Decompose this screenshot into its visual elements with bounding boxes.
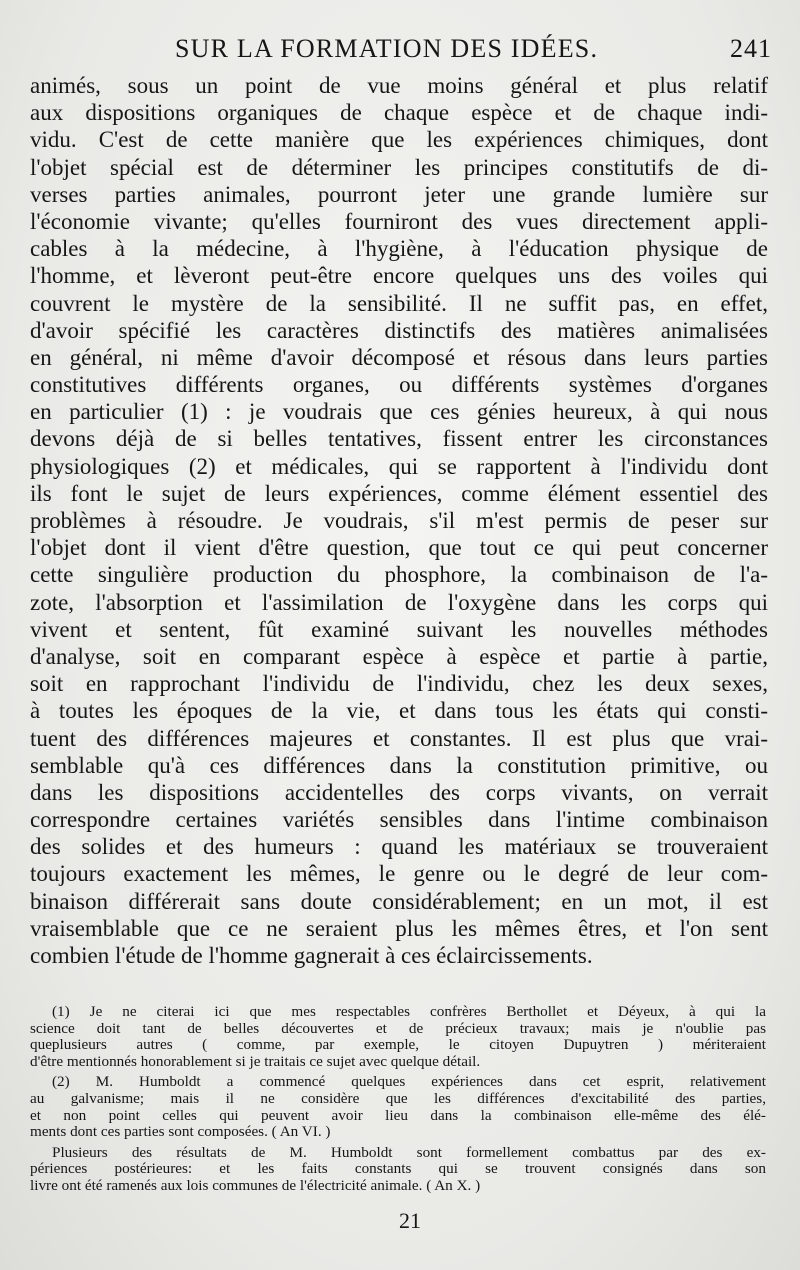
text-line: combien l'étude de l'homme gagnerait à ces éclaircissements. bbox=[30, 943, 593, 968]
footnote-line: (2) M. Humboldt a commencé quelques expériences dans cet esprit, relativement bbox=[52, 1074, 766, 1091]
footnote-line: (1) Je ne citerai ici que mes respectables confrères Berthollet et Déyeux, à qui la bbox=[52, 1004, 766, 1020]
main-text bbox=[30, 72, 768, 969]
text-line: vidu. C'est de cette manière que les expériences chimiques, dont bbox=[30, 127, 768, 153]
footnote-line: au galvanisme; mais il ne considère que les différences d'excitabilité des parties, bbox=[30, 1090, 766, 1107]
signature-mark: 21 bbox=[399, 1208, 421, 1233]
text-line: aux dispositions organiques de chaque espèce et de chaque indi- bbox=[30, 100, 768, 126]
text-line: binaison différerait sans doute considérablement; en un mot, il est bbox=[30, 888, 768, 914]
text-line: constitutives différents organes, ou différents systèmes d'organes bbox=[30, 372, 768, 398]
text-line: d'avoir spécifié les caractères distinctifs des matières animalisées bbox=[30, 317, 768, 343]
footnote-line: queplusieurs autres ( comme, par exemple, le citoyen Dupuytren ) mériteraient bbox=[30, 1037, 766, 1054]
text-line: correspondre certaines variétés sensibles dans l'intime combinaison bbox=[30, 807, 768, 833]
text-line: cette singulière production du phosphore, la combinaison de l'a- bbox=[30, 562, 768, 588]
footnote-line: et non point celles qui peuvent avoir lieu dans la combinaison elle-même des élé- bbox=[30, 1107, 766, 1124]
text-line: en particulier (1) : je voudrais que ces génies heureux, à qui nous bbox=[30, 399, 768, 425]
page-header bbox=[175, 34, 772, 68]
text-line: l'homme, et lèveront peut-être encore quelques uns des voiles qui bbox=[30, 263, 768, 289]
text-line: verses parties animales, pourront jeter une grande lumière sur bbox=[30, 181, 768, 207]
text-line: animés, sous un point de vue moins général et plus relatif bbox=[30, 73, 768, 98]
text-line: devons déjà de si belles tentatives, fissent entrer les circonstances bbox=[30, 426, 768, 452]
text-line: vraisemblable que ce ne seraient plus les mêmes êtres, et l'on sent bbox=[30, 915, 768, 941]
footnote-line: périences postérieures: et les faits constants qui se trouvent consignés dans son bbox=[30, 1161, 766, 1178]
text-line: soit en rapprochant l'individu de l'individu, chez les deux sexes, bbox=[30, 671, 768, 697]
text-line: couvrent le mystère de la sensibilité. Il ne suffit pas, en effet, bbox=[30, 290, 768, 316]
text-line: d'analyse, soit en comparant espèce à espèce et partie à partie, bbox=[30, 643, 768, 669]
text-line: dans les dispositions accidentelles des corps vivants, on verrait bbox=[30, 779, 768, 805]
text-line: vivent et sentent, fût examiné suivant les nouvelles méthodes bbox=[30, 616, 768, 642]
running-title: SUR LA FORMATION DES IDÉES. bbox=[175, 34, 599, 63]
text-line: toujours exactement les mêmes, le genre ou le degré de leur com- bbox=[30, 861, 768, 887]
footnote-line: ments dont ces parties sont composées. ( An VI. ) bbox=[30, 1124, 331, 1141]
footnote-line: livre ont été ramenés aux lois communes de l'électricité animale. ( An X. ) bbox=[30, 1177, 481, 1194]
text-line: ils font le sujet de leurs expériences, comme élément essentiel des bbox=[30, 480, 768, 506]
footnote-line: d'être mentionnés honorablement si je traitais ce sujet avec quelque détail. bbox=[30, 1053, 481, 1070]
footnote bbox=[30, 1074, 766, 1140]
text-line: l'économie vivante; qu'elles fourniront des vues directement appli- bbox=[30, 208, 768, 234]
text-line: en général, ni même d'avoir décomposé et résous dans leurs parties bbox=[30, 344, 768, 370]
footnote-line: science doit tant de belles découvertes et de précieux travaux; mais je n'oublie pas bbox=[30, 1020, 766, 1037]
text-line: cables à la médecine, à l'hygiène, à l'éducation physique de bbox=[30, 236, 768, 262]
text-line: physiologiques (2) et médicales, qui se rapportent à l'individu dont bbox=[30, 453, 768, 479]
text-line: à toutes les époques de la vie, et dans tous les états qui consti- bbox=[30, 698, 768, 724]
text-line: problèmes à résoudre. Je voudrais, s'il m'est permis de peser sur bbox=[30, 508, 768, 533]
text-line: zote, l'absorption et l'assimilation de l'oxygène dans les corps qui bbox=[30, 589, 768, 615]
footnote bbox=[30, 1004, 766, 1070]
page-number: 241 bbox=[730, 34, 772, 63]
footnote bbox=[30, 1145, 766, 1195]
text-line: l'objet spécial est de déterminer les principes constitutifs de di- bbox=[30, 154, 768, 180]
footnotes bbox=[30, 1004, 766, 1199]
text-line: tuent des différences majeures et constantes. Il est plus que vrai- bbox=[30, 725, 768, 751]
text-line: des solides et des humeurs : quand les matériaux se trouveraient bbox=[30, 834, 768, 860]
text-line: l'objet dont il vient d'être question, que tout ce qui peut concerner bbox=[30, 535, 768, 561]
footnote-line: Plusieurs des résultats de M. Humboldt sont formellement combattus par des ex- bbox=[52, 1144, 766, 1161]
text-line: semblable qu'à ces différences dans la constitution primitive, ou bbox=[30, 752, 768, 778]
